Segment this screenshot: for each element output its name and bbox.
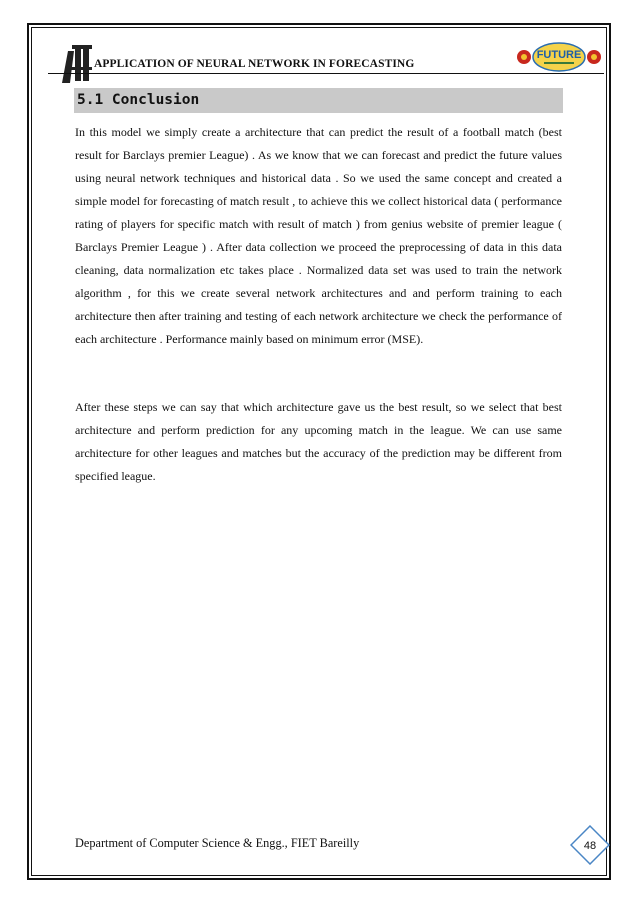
page-number: 48 <box>583 840 597 852</box>
section-heading-bar <box>74 88 563 113</box>
section-title: 5.1 Conclusion <box>77 92 200 108</box>
header-title: APPLICATION OF NEURAL NETWORK IN FORECASTING <box>94 58 415 70</box>
future-logo-text: FUTURE <box>536 49 582 61</box>
paragraph-2: After these steps we can say that which architecture gave us the best result, so we select that best architecture and perform prediction for any upcoming match in the league. We can use same architecture for other leagues and matches but the accuracy of the prediction may be different from specified league. <box>75 400 562 483</box>
college-emblem-icon <box>58 43 98 85</box>
paragraph-1: In this model we simply create a architecture that can predict the result of a football match (best result for Barclays premier League) . As we know that we can forecast and predict the future values using neural network techniques and historical data . So we used the same concept and created a simple model for forecasting of match result , to achieve this we collect historical data ( performance rating of players for specific match with result of match ) from genius website of premier league ( Barclays Premier League ) . After data collection we proceed the preprocessing of data in this data cleaning, data normalization etc takes place . Normalized data set was used to train the network algorithm , for this we create several network architectures and and perform training to each architecture then after training and testing of each network architecture we check the performance of each architecture . Performance mainly based on minimum error (MSE). <box>75 125 562 346</box>
footer-department: Department of Computer Science & Engg., FIET Bareilly <box>75 836 360 850</box>
page-header <box>48 38 604 88</box>
future-logo-icon <box>516 40 602 74</box>
